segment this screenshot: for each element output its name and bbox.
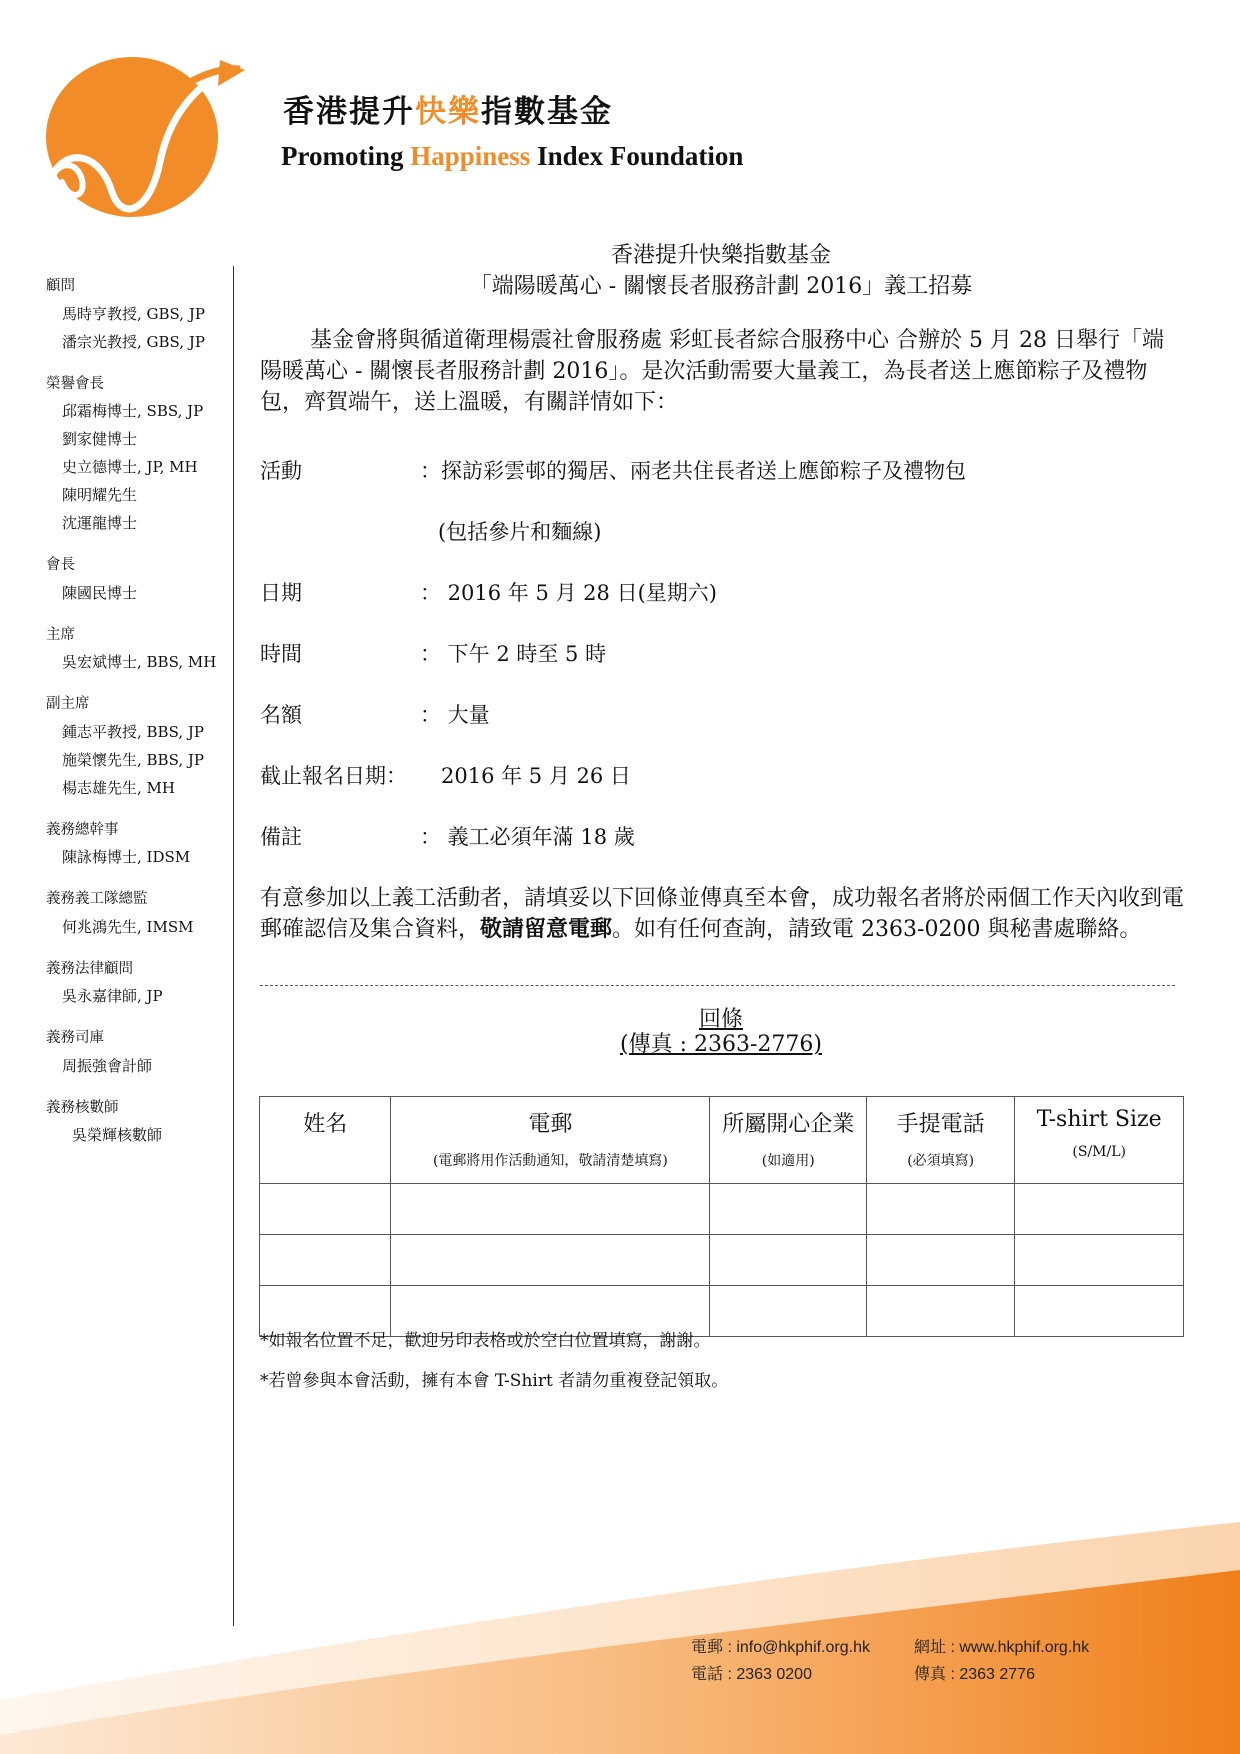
email-reminder: 敬請留意電郵 — [480, 916, 613, 942]
cut-line — [260, 985, 1175, 986]
sidebar-officer-name: 鍾志平教授, BBS, JP — [62, 722, 204, 741]
form-blank-cell — [710, 1184, 867, 1235]
sidebar-officer-name: 陳國民博士 — [62, 583, 138, 602]
sidebar-group — [46, 962, 231, 1005]
sidebar-officer-name: 陳明耀先生 — [62, 486, 138, 504]
footer-phone: 電話 : 2363 0200 — [691, 1666, 812, 1683]
footer-fax: 傳真 : 2363 2776 — [914, 1666, 1035, 1683]
column-hint: (如適用) — [761, 1153, 815, 1169]
sidebar-role: 主席 — [46, 626, 75, 643]
form-column-header — [391, 1097, 710, 1184]
sidebar-role: 義務義工隊總監 — [46, 891, 148, 907]
form-blank-cell — [391, 1184, 710, 1235]
note-tshirt: *若曾參與本會活動，擁有本會 T-Shirt 者請勿重複登記領取。 — [260, 1371, 729, 1391]
form-column-header — [1015, 1097, 1184, 1184]
form-blank-row — [260, 1235, 1184, 1286]
sidebar-group — [46, 697, 231, 796]
sidebar-group — [46, 279, 231, 350]
sidebar-officer-name: 施榮懷先生, BBS, JP — [62, 750, 204, 769]
form-blank-cell — [710, 1286, 867, 1337]
reply-slip-heading — [260, 1007, 1182, 1057]
sidebar-officer-name: 劉家健博士 — [62, 430, 138, 448]
sidebar-officer-name: 沈運龍博士 — [62, 514, 138, 532]
form-column-header — [260, 1097, 391, 1184]
sidebar-officer-name: 馬時亨教授, GBS, JP — [62, 304, 205, 323]
column-title: 電郵 — [528, 1112, 573, 1137]
sidebar-group — [46, 558, 231, 601]
form-blank-row — [260, 1184, 1184, 1235]
form-blank-cell — [866, 1235, 1014, 1286]
sidebar-officers — [46, 279, 231, 1170]
form-column-header — [866, 1097, 1014, 1184]
form-blank-cell — [1015, 1235, 1184, 1286]
sidebar-officer-name: 邱霜梅博士, SBS, JP — [62, 402, 204, 420]
closing-paragraph: 有意參加以上義工活動者，請填妥以下回條並傳真至本會，成功報名者將於兩個工作天內收到電郵確認信及集合資料，敬請留意電郵。如有任何查詢，請致電 2363-0200 與秘書處聯絡。 — [260, 886, 1185, 942]
form-blank-cell — [866, 1286, 1014, 1337]
footer-website: 網址 : www.hkphif.org.hk — [914, 1639, 1090, 1656]
logo-check-icon — [40, 52, 250, 232]
org-name-zh: 香港提升快樂指數基金 — [283, 94, 613, 130]
reply-title: 回條 — [698, 1007, 743, 1032]
form-blank-cell — [710, 1235, 867, 1286]
sidebar-role: 義務司庫 — [46, 1030, 104, 1046]
sidebar-officer-name: 吳永嘉律師, JP — [62, 987, 163, 1005]
sidebar-role: 義務法律顧問 — [46, 960, 133, 977]
sidebar-role: 顧問 — [46, 278, 75, 294]
sidebar-group — [46, 892, 231, 935]
sidebar-role: 榮譽會長 — [46, 375, 104, 392]
org-name-en: Promoting Happiness Index Foundation — [281, 141, 744, 171]
column-title: 手提電話 — [896, 1112, 985, 1137]
document-subtitle: 「端陽暖萬心 - 關懷長者服務計劃 2016」義工招募 — [469, 274, 973, 299]
footer-email: 電郵 : info@hkphif.org.hk — [691, 1639, 870, 1656]
sidebar-group — [46, 823, 231, 866]
reply-fax: (傳真 : 2363-2776) — [620, 1032, 822, 1057]
footer-wave-decoration — [0, 1500, 1240, 1754]
sidebar-officer-name: 周振強會計師 — [62, 1056, 153, 1075]
column-hint: (S/M/L) — [1072, 1144, 1126, 1160]
sidebar-role: 義務核數師 — [46, 1099, 119, 1116]
column-title: T-shirt Size — [1036, 1107, 1162, 1132]
sidebar-role: 會長 — [46, 557, 75, 573]
sidebar-group — [46, 628, 231, 671]
column-hint: (必須填寫) — [907, 1153, 975, 1169]
sidebar-role: 副主席 — [46, 696, 90, 712]
form-blank-cell — [866, 1184, 1014, 1235]
form-blank-cell — [260, 1235, 391, 1286]
sidebar-officer-name: 陳詠梅博士, IDSM — [62, 848, 191, 866]
form-blank-cell — [260, 1184, 391, 1235]
note-extra-forms: *如報名位置不足，歡迎另印表格或於空白位置填寫，謝謝。 — [260, 1331, 711, 1351]
reply-form-table — [259, 1096, 1184, 1337]
form-blank-cell — [391, 1235, 710, 1286]
sidebar-officer-name: 吳榮輝核數師 — [72, 1126, 163, 1144]
sidebar-role: 義務總幹事 — [46, 821, 119, 838]
sidebar-group — [46, 1101, 231, 1144]
intro-paragraph: 基金會將與循道衛理楊震社會服務處 彩虹長者綜合服務中心 合辦於 5 月 28 日舉行「端陽暖萬心 - 關懷長者服務計劃 2016」。是次活動需要大量義工，為長者送上應節粽子及禮物包，齊賀端午，送上溫暖，有關詳情如下： — [260, 328, 1164, 415]
sidebar-group — [46, 1031, 231, 1074]
sidebar-divider — [233, 266, 234, 1626]
form-column-header — [710, 1097, 867, 1184]
sidebar-officer-name: 楊志雄先生, MH — [62, 778, 175, 797]
sidebar-group — [46, 377, 231, 532]
sidebar-officer-name: 吳宏斌博士, BBS, MH — [62, 653, 217, 671]
sidebar-officer-name: 史立德博士, JP, MH — [62, 458, 198, 476]
document-title: 香港提升快樂指數基金 — [610, 243, 831, 268]
column-hint: (電郵將用作活動通知，敬請清楚填寫) — [432, 1153, 668, 1169]
form-blank-cell — [1015, 1184, 1184, 1235]
column-title: 姓名 — [303, 1112, 348, 1137]
sidebar-officer-name: 何兆鴻先生, IMSM — [62, 917, 194, 936]
form-blank-cell — [1015, 1286, 1184, 1337]
column-title: 所屬開心企業 — [722, 1112, 855, 1137]
sidebar-officer-name: 潘宗光教授, GBS, JP — [62, 332, 205, 351]
